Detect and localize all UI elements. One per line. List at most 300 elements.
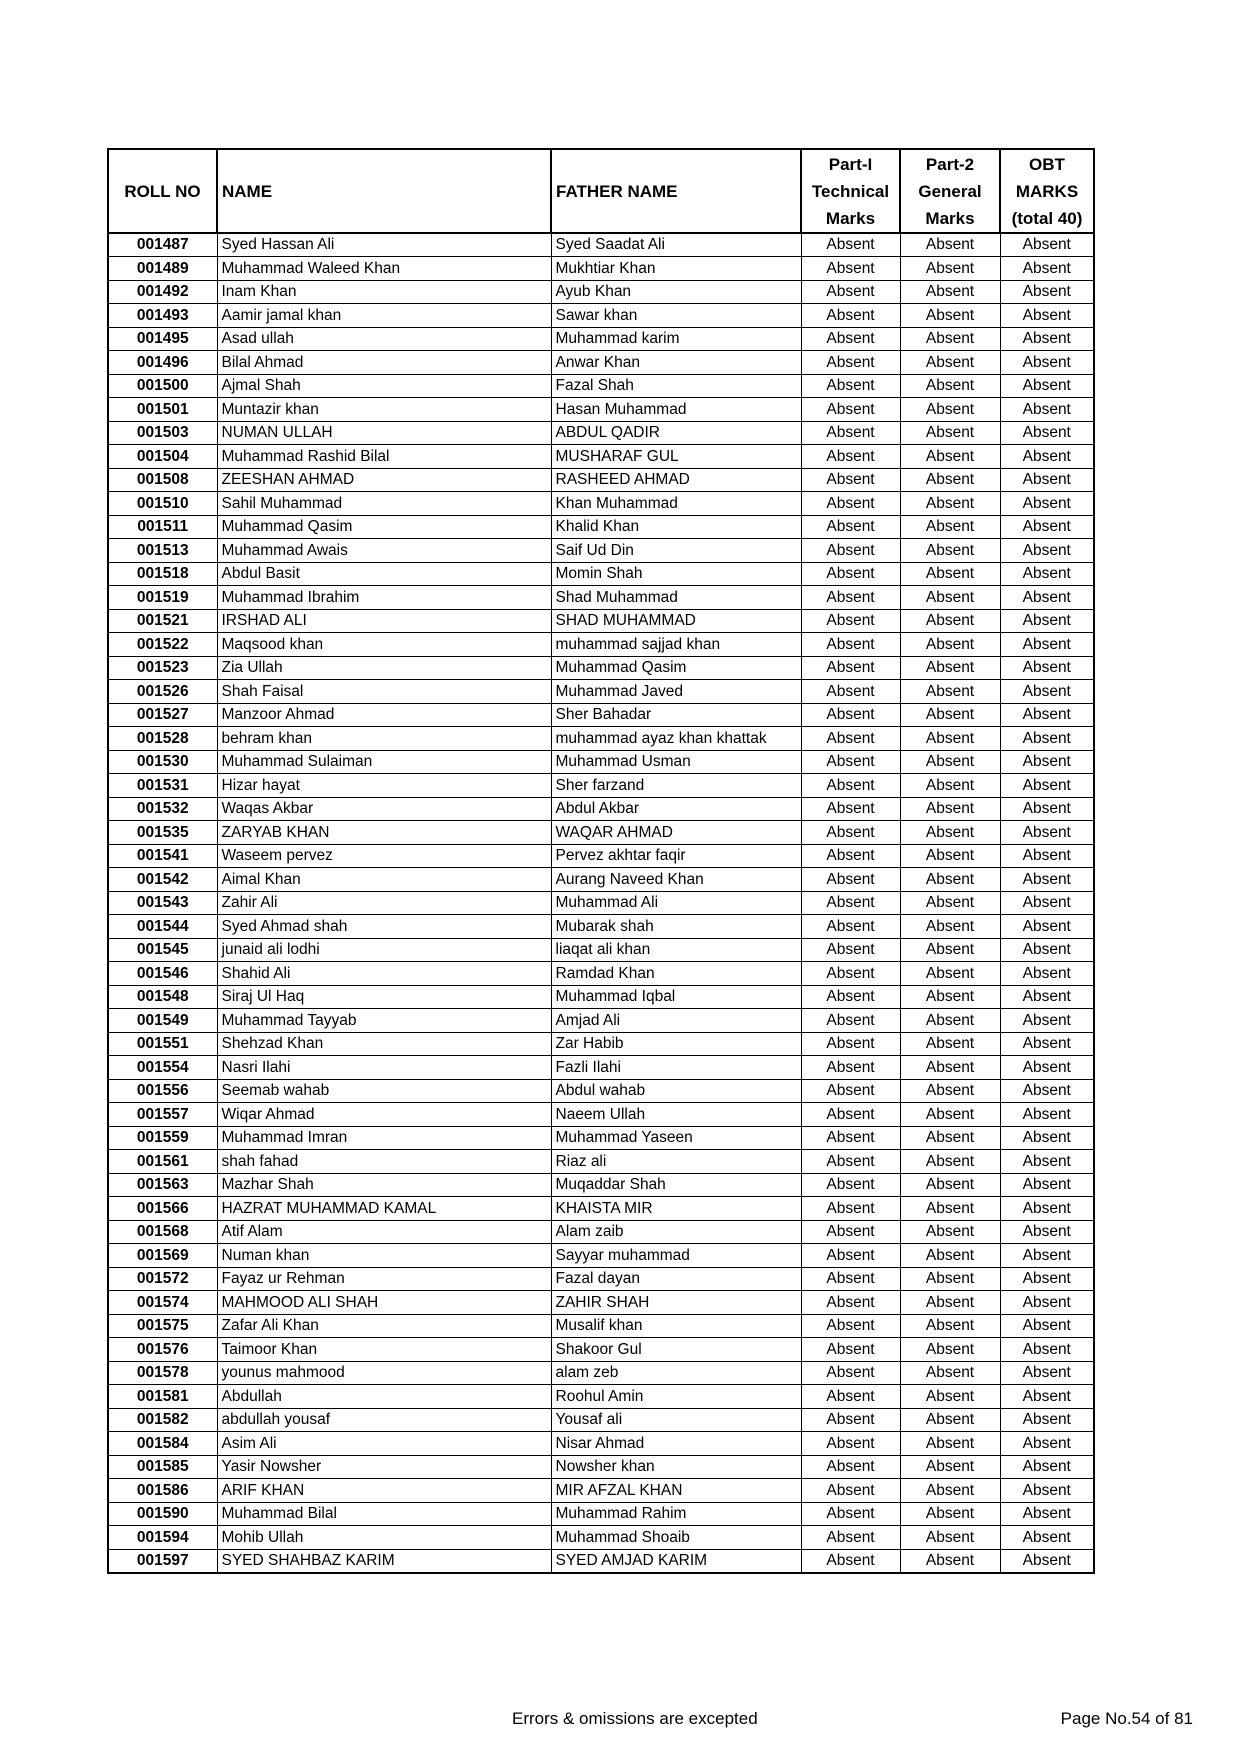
obt-marks-cell: Absent [1000, 492, 1094, 516]
table-row [108, 468, 1094, 492]
roll-no-cell: 001531 [108, 774, 217, 798]
obt-marks-cell: Absent [1000, 1103, 1094, 1127]
obt-marks-cell: Absent [1000, 1032, 1094, 1056]
name-cell: Muhammad Tayyab [217, 1009, 551, 1033]
roll-no-cell: 001542 [108, 868, 217, 892]
roll-no-cell: 001495 [108, 327, 217, 351]
header-part2-line1: Part-2 [925, 154, 975, 174]
table-row [108, 844, 1094, 868]
roll-no-cell: 001510 [108, 492, 217, 516]
part1-marks-cell: Absent [801, 1338, 900, 1362]
table-row [108, 985, 1094, 1009]
table-row [108, 727, 1094, 751]
obt-marks-cell: Absent [1000, 680, 1094, 704]
roll-no-cell: 001492 [108, 280, 217, 304]
part1-marks-cell: Absent [801, 445, 900, 469]
father-name-cell: ZAHIR SHAH [551, 1291, 801, 1315]
father-name-cell: Muhammad Qasim [551, 656, 801, 680]
father-name-cell: Muhammad Rahim [551, 1502, 801, 1526]
part1-marks-cell: Absent [801, 539, 900, 563]
roll-no-cell: 001546 [108, 962, 217, 986]
name-cell: Mohib Ullah [217, 1526, 551, 1550]
name-cell: MAHMOOD ALI SHAH [217, 1291, 551, 1315]
part2-marks-cell: Absent [900, 821, 1000, 845]
father-name-cell: Ramdad Khan [551, 962, 801, 986]
part2-marks-cell: Absent [900, 1291, 1000, 1315]
part1-marks-cell: Absent [801, 374, 900, 398]
part1-marks-cell: Absent [801, 1502, 900, 1526]
table-row [108, 1032, 1094, 1056]
father-name-cell: Amjad Ali [551, 1009, 801, 1033]
father-name-cell: Riaz ali [551, 1150, 801, 1174]
part1-marks-cell: Absent [801, 1361, 900, 1385]
roll-no-cell: 001554 [108, 1056, 217, 1080]
name-cell: Sahil Muhammad [217, 492, 551, 516]
roll-no-cell: 001584 [108, 1432, 217, 1456]
roll-no-cell: 001532 [108, 797, 217, 821]
obt-marks-cell: Absent [1000, 703, 1094, 727]
father-name-cell: Pervez akhtar faqir [551, 844, 801, 868]
part1-marks-cell: Absent [801, 962, 900, 986]
part2-marks-cell: Absent [900, 351, 1000, 375]
part2-marks-cell: Absent [900, 985, 1000, 1009]
obt-marks-cell: Absent [1000, 727, 1094, 751]
header-obt-line3: (total 40) [1011, 208, 1083, 228]
roll-no-cell: 001501 [108, 398, 217, 422]
name-cell: Muhammad Bilal [217, 1502, 551, 1526]
roll-no-cell: 001575 [108, 1314, 217, 1338]
roll-no-cell: 001590 [108, 1502, 217, 1526]
obt-marks-cell: Absent [1000, 1291, 1094, 1315]
name-cell: Shahid Ali [217, 962, 551, 986]
father-name-cell: Muqaddar Shah [551, 1173, 801, 1197]
father-name-cell: Khalid Khan [551, 515, 801, 539]
roll-no-cell: 001535 [108, 821, 217, 845]
table-row [108, 633, 1094, 657]
table-row [108, 1056, 1094, 1080]
part1-marks-cell: Absent [801, 1385, 900, 1409]
table-row [108, 562, 1094, 586]
part1-marks-cell: Absent [801, 727, 900, 751]
name-cell: Aimal Khan [217, 868, 551, 892]
table-row [108, 750, 1094, 774]
part2-marks-cell: Absent [900, 1526, 1000, 1550]
obt-marks-cell: Absent [1000, 1479, 1094, 1503]
part2-marks-cell: Absent [900, 1103, 1000, 1127]
part2-marks-cell: Absent [900, 633, 1000, 657]
obt-marks-cell: Absent [1000, 1244, 1094, 1268]
part2-marks-cell: Absent [900, 1009, 1000, 1033]
father-name-cell: Mubarak shah [551, 915, 801, 939]
father-name-cell: Yousaf ali [551, 1408, 801, 1432]
roll-no-cell: 001518 [108, 562, 217, 586]
obt-marks-cell: Absent [1000, 327, 1094, 351]
father-name-cell: Nisar Ahmad [551, 1432, 801, 1456]
father-name-cell: muhammad ayaz khan khattak [551, 727, 801, 751]
name-cell: Shehzad Khan [217, 1032, 551, 1056]
part1-marks-cell: Absent [801, 233, 900, 257]
part1-marks-cell: Absent [801, 868, 900, 892]
part2-marks-cell: Absent [900, 1197, 1000, 1221]
part2-marks-cell: Absent [900, 374, 1000, 398]
part1-marks-cell: Absent [801, 750, 900, 774]
name-cell: abdullah yousaf [217, 1408, 551, 1432]
name-cell: Maqsood khan [217, 633, 551, 657]
roll-no-cell: 001513 [108, 539, 217, 563]
obt-marks-cell: Absent [1000, 233, 1094, 257]
part2-marks-cell: Absent [900, 938, 1000, 962]
part1-marks-cell: Absent [801, 1009, 900, 1033]
name-cell: Numan khan [217, 1244, 551, 1268]
name-cell: Abdullah [217, 1385, 551, 1409]
roll-no-cell: 001496 [108, 351, 217, 375]
part2-marks-cell: Absent [900, 1432, 1000, 1456]
name-cell: Ajmal Shah [217, 374, 551, 398]
name-cell: Zia Ullah [217, 656, 551, 680]
part2-marks-cell: Absent [900, 515, 1000, 539]
roll-no-cell: 001541 [108, 844, 217, 868]
part1-marks-cell: Absent [801, 257, 900, 281]
part2-marks-cell: Absent [900, 656, 1000, 680]
page-number: Page No.54 of 81 [1060, 1709, 1193, 1728]
roll-no-cell: 001511 [108, 515, 217, 539]
father-name-cell: muhammad sajjad khan [551, 633, 801, 657]
roll-no-cell: 001578 [108, 1361, 217, 1385]
name-cell: IRSHAD ALI [217, 609, 551, 633]
father-name-cell: Muhammad karim [551, 327, 801, 351]
name-cell: Fayaz ur Rehman [217, 1267, 551, 1291]
header-roll-no: ROLL NO [108, 149, 217, 233]
header-obt-line1: OBT [1029, 154, 1065, 174]
part2-marks-cell: Absent [900, 1408, 1000, 1432]
header-part1-line1: Part-I [828, 154, 873, 174]
roll-no-cell: 001545 [108, 938, 217, 962]
header-obt-line2: MARKS [1015, 181, 1079, 201]
name-cell: Nasri Ilahi [217, 1056, 551, 1080]
roll-no-cell: 001527 [108, 703, 217, 727]
name-cell: Muhammad Qasim [217, 515, 551, 539]
table-row [108, 280, 1094, 304]
father-name-cell: Ayub Khan [551, 280, 801, 304]
obt-marks-cell: Absent [1000, 1408, 1094, 1432]
part2-marks-cell: Absent [900, 1056, 1000, 1080]
table-row [108, 351, 1094, 375]
roll-no-cell: 001493 [108, 304, 217, 328]
table-row [108, 915, 1094, 939]
father-name-cell: Hasan Muhammad [551, 398, 801, 422]
name-cell: Muhammad Ibrahim [217, 586, 551, 610]
name-cell: NUMAN ULLAH [217, 421, 551, 445]
part2-marks-cell: Absent [900, 1361, 1000, 1385]
name-cell: behram khan [217, 727, 551, 751]
header-part2-line3: Marks [925, 208, 975, 228]
obt-marks-cell: Absent [1000, 445, 1094, 469]
part2-marks-cell: Absent [900, 492, 1000, 516]
part2-marks-cell: Absent [900, 562, 1000, 586]
name-cell: ZARYAB KHAN [217, 821, 551, 845]
roll-no-cell: 001576 [108, 1338, 217, 1362]
obt-marks-cell: Absent [1000, 421, 1094, 445]
name-cell: junaid ali lodhi [217, 938, 551, 962]
father-name-cell: Muhammad Shoaib [551, 1526, 801, 1550]
name-cell: Waqas Akbar [217, 797, 551, 821]
part2-marks-cell: Absent [900, 1502, 1000, 1526]
obt-marks-cell: Absent [1000, 750, 1094, 774]
father-name-cell: Sawar khan [551, 304, 801, 328]
part1-marks-cell: Absent [801, 468, 900, 492]
obt-marks-cell: Absent [1000, 1220, 1094, 1244]
part1-marks-cell: Absent [801, 1314, 900, 1338]
obt-marks-cell: Absent [1000, 1338, 1094, 1362]
name-cell: younus mahmood [217, 1361, 551, 1385]
name-cell: Muhammad Imran [217, 1126, 551, 1150]
roll-no-cell: 001581 [108, 1385, 217, 1409]
table-row [108, 1009, 1094, 1033]
table-row [108, 515, 1094, 539]
part1-marks-cell: Absent [801, 915, 900, 939]
table-row [108, 1197, 1094, 1221]
part1-marks-cell: Absent [801, 1197, 900, 1221]
roll-no-cell: 001582 [108, 1408, 217, 1432]
part2-marks-cell: Absent [900, 586, 1000, 610]
part2-marks-cell: Absent [900, 1220, 1000, 1244]
part1-marks-cell: Absent [801, 351, 900, 375]
obt-marks-cell: Absent [1000, 1150, 1094, 1174]
roll-no-cell: 001566 [108, 1197, 217, 1221]
roll-no-cell: 001556 [108, 1079, 217, 1103]
name-cell: Syed Ahmad shah [217, 915, 551, 939]
part2-marks-cell: Absent [900, 539, 1000, 563]
obt-marks-cell: Absent [1000, 539, 1094, 563]
roll-no-cell: 001561 [108, 1150, 217, 1174]
part2-marks-cell: Absent [900, 1150, 1000, 1174]
roll-no-cell: 001543 [108, 891, 217, 915]
part1-marks-cell: Absent [801, 797, 900, 821]
part1-marks-cell: Absent [801, 1526, 900, 1550]
name-cell: Waseem pervez [217, 844, 551, 868]
roll-no-cell: 001549 [108, 1009, 217, 1033]
roll-no-cell: 001544 [108, 915, 217, 939]
part1-marks-cell: Absent [801, 1267, 900, 1291]
obt-marks-cell: Absent [1000, 891, 1094, 915]
part2-marks-cell: Absent [900, 750, 1000, 774]
father-name-cell: Roohul Amin [551, 1385, 801, 1409]
roll-no-cell: 001500 [108, 374, 217, 398]
table-row [108, 1103, 1094, 1127]
obt-marks-cell: Absent [1000, 985, 1094, 1009]
father-name-cell: Abdul wahab [551, 1079, 801, 1103]
obt-marks-cell: Absent [1000, 257, 1094, 281]
part2-marks-cell: Absent [900, 257, 1000, 281]
obt-marks-cell: Absent [1000, 1126, 1094, 1150]
table-row [108, 327, 1094, 351]
table-row [108, 1385, 1094, 1409]
part1-marks-cell: Absent [801, 562, 900, 586]
table-row [108, 398, 1094, 422]
part1-marks-cell: Absent [801, 774, 900, 798]
obt-marks-cell: Absent [1000, 609, 1094, 633]
part2-marks-cell: Absent [900, 1267, 1000, 1291]
obt-marks-cell: Absent [1000, 1079, 1094, 1103]
name-cell: Mazhar Shah [217, 1173, 551, 1197]
table-row [108, 1291, 1094, 1315]
father-name-cell: Musalif khan [551, 1314, 801, 1338]
father-name-cell: RASHEED AHMAD [551, 468, 801, 492]
father-name-cell: MUSHARAF GUL [551, 445, 801, 469]
name-cell: ARIF KHAN [217, 1479, 551, 1503]
father-name-cell: Sher farzand [551, 774, 801, 798]
part2-marks-cell: Absent [900, 727, 1000, 751]
name-cell: Shah Faisal [217, 680, 551, 704]
part1-marks-cell: Absent [801, 398, 900, 422]
part2-marks-cell: Absent [900, 1385, 1000, 1409]
table-row [108, 421, 1094, 445]
part1-marks-cell: Absent [801, 844, 900, 868]
obt-marks-cell: Absent [1000, 468, 1094, 492]
name-cell: Muhammad Awais [217, 539, 551, 563]
table-row [108, 656, 1094, 680]
father-name-cell: liaqat ali khan [551, 938, 801, 962]
roll-no-cell: 001563 [108, 1173, 217, 1197]
father-name-cell: WAQAR AHMAD [551, 821, 801, 845]
father-name-cell: Muhammad Iqbal [551, 985, 801, 1009]
table-row [108, 1314, 1094, 1338]
obt-marks-cell: Absent [1000, 656, 1094, 680]
table-row [108, 1549, 1094, 1573]
table-row [108, 680, 1094, 704]
table-row [108, 539, 1094, 563]
part1-marks-cell: Absent [801, 1244, 900, 1268]
roll-no-cell: 001503 [108, 421, 217, 445]
roll-no-cell: 001521 [108, 609, 217, 633]
roll-no-cell: 001528 [108, 727, 217, 751]
table-row [108, 1432, 1094, 1456]
roll-no-cell: 001519 [108, 586, 217, 610]
table-row [108, 703, 1094, 727]
name-cell: Abdul Basit [217, 562, 551, 586]
header-part1-line3: Marks [825, 208, 876, 228]
roll-no-cell: 001559 [108, 1126, 217, 1150]
header-obt-marks [1000, 149, 1094, 233]
father-name-cell: Alam zaib [551, 1220, 801, 1244]
obt-marks-cell: Absent [1000, 351, 1094, 375]
father-name-cell: SYED AMJAD KARIM [551, 1549, 801, 1573]
obt-marks-cell: Absent [1000, 515, 1094, 539]
roll-no-cell: 001526 [108, 680, 217, 704]
name-cell: SYED SHAHBAZ KARIM [217, 1549, 551, 1573]
name-cell: Atif Alam [217, 1220, 551, 1244]
part1-marks-cell: Absent [801, 609, 900, 633]
obt-marks-cell: Absent [1000, 868, 1094, 892]
table-row [108, 492, 1094, 516]
header-part2-line2: General [918, 181, 982, 201]
table-row [108, 1502, 1094, 1526]
father-name-cell: alam zeb [551, 1361, 801, 1385]
table-row [108, 1455, 1094, 1479]
name-cell: Aamir jamal khan [217, 304, 551, 328]
roll-no-cell: 001586 [108, 1479, 217, 1503]
header-father-name: FATHER NAME [551, 149, 801, 233]
father-name-cell: Mukhtiar Khan [551, 257, 801, 281]
name-cell: Muhammad Sulaiman [217, 750, 551, 774]
table-row [108, 821, 1094, 845]
name-cell: Taimoor Khan [217, 1338, 551, 1362]
roll-no-cell: 001551 [108, 1032, 217, 1056]
part1-marks-cell: Absent [801, 304, 900, 328]
table-row [108, 891, 1094, 915]
part1-marks-cell: Absent [801, 421, 900, 445]
part1-marks-cell: Absent [801, 1032, 900, 1056]
obt-marks-cell: Absent [1000, 821, 1094, 845]
roll-no-cell: 001523 [108, 656, 217, 680]
roll-no-cell: 001530 [108, 750, 217, 774]
part1-marks-cell: Absent [801, 1432, 900, 1456]
part2-marks-cell: Absent [900, 703, 1000, 727]
table-row [108, 868, 1094, 892]
table-row [108, 445, 1094, 469]
roll-no-cell: 001568 [108, 1220, 217, 1244]
father-name-cell: Shad Muhammad [551, 586, 801, 610]
obt-marks-cell: Absent [1000, 1526, 1094, 1550]
father-name-cell: Sher Bahadar [551, 703, 801, 727]
table-row [108, 1244, 1094, 1268]
part1-marks-cell: Absent [801, 1103, 900, 1127]
table-row [108, 257, 1094, 281]
name-cell: Asad ullah [217, 327, 551, 351]
obt-marks-cell: Absent [1000, 1267, 1094, 1291]
part2-marks-cell: Absent [900, 962, 1000, 986]
part2-marks-cell: Absent [900, 1338, 1000, 1362]
roll-no-cell: 001585 [108, 1455, 217, 1479]
part2-marks-cell: Absent [900, 1126, 1000, 1150]
table-row [108, 938, 1094, 962]
obt-marks-cell: Absent [1000, 915, 1094, 939]
part2-marks-cell: Absent [900, 680, 1000, 704]
table-row [108, 1150, 1094, 1174]
part1-marks-cell: Absent [801, 703, 900, 727]
part1-marks-cell: Absent [801, 1126, 900, 1150]
obt-marks-cell: Absent [1000, 280, 1094, 304]
part2-marks-cell: Absent [900, 1032, 1000, 1056]
part2-marks-cell: Absent [900, 233, 1000, 257]
part2-marks-cell: Absent [900, 1079, 1000, 1103]
part1-marks-cell: Absent [801, 1056, 900, 1080]
part2-marks-cell: Absent [900, 445, 1000, 469]
footer-disclaimer: Errors & omissions are excepted [512, 1709, 758, 1728]
name-cell: Muhammad Waleed Khan [217, 257, 551, 281]
roll-no-cell: 001522 [108, 633, 217, 657]
part2-marks-cell: Absent [900, 304, 1000, 328]
name-cell: shah fahad [217, 1150, 551, 1174]
name-cell: Yasir Nowsher [217, 1455, 551, 1479]
father-name-cell: Syed Saadat Ali [551, 233, 801, 257]
obt-marks-cell: Absent [1000, 398, 1094, 422]
father-name-cell: Muhammad Javed [551, 680, 801, 704]
table-row [108, 1126, 1094, 1150]
father-name-cell: Muhammad Ali [551, 891, 801, 915]
obt-marks-cell: Absent [1000, 962, 1094, 986]
obt-marks-cell: Absent [1000, 586, 1094, 610]
part1-marks-cell: Absent [801, 1408, 900, 1432]
father-name-cell: KHAISTA MIR [551, 1197, 801, 1221]
obt-marks-cell: Absent [1000, 562, 1094, 586]
part2-marks-cell: Absent [900, 1314, 1000, 1338]
father-name-cell: Muhammad Yaseen [551, 1126, 801, 1150]
part1-marks-cell: Absent [801, 280, 900, 304]
obt-marks-cell: Absent [1000, 1314, 1094, 1338]
obt-marks-cell: Absent [1000, 797, 1094, 821]
header-part2-general [900, 149, 1000, 233]
